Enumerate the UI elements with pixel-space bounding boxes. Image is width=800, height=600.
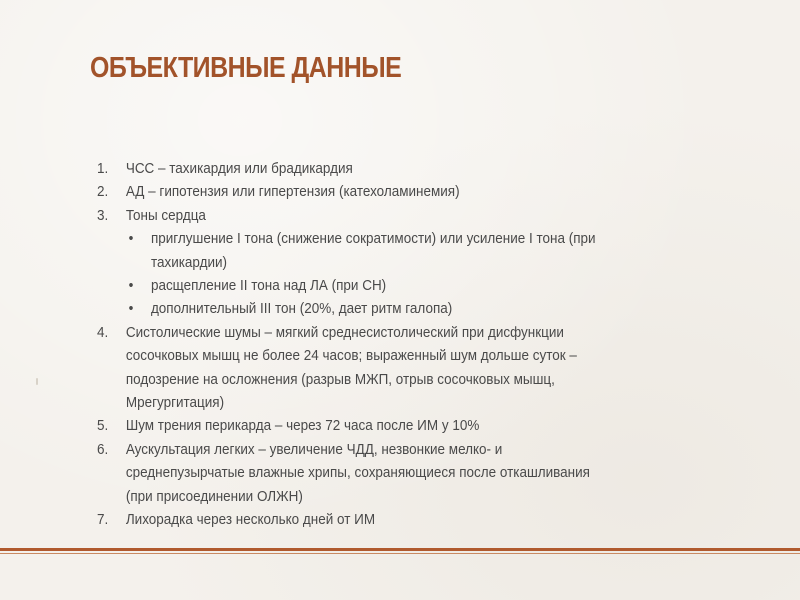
- list-item-number: 2.: [97, 184, 109, 201]
- slide-title: ОБЪЕКТИВНЫЕ ДАННЫЕ: [90, 52, 402, 84]
- list-item-number: 1.: [97, 161, 109, 177]
- list-item-number: 6.: [97, 441, 109, 458]
- bullet-dot-icon: •: [128, 301, 134, 318]
- list-item-7: [97, 509, 599, 532]
- list-item-text: АД – гипотензия или гипертензия (катехоламинемия): [125, 184, 460, 201]
- paper-speck: [36, 378, 38, 385]
- list-item-text: Аускультация легких – увеличение ЧДД, незвонкие мелко- и среднепузырчатые влажные хрипы, сохраняющиеся после откашливания (при присоединении ОЛЖН): [125, 441, 590, 505]
- list-item-text: ЧСС – тахикардия или брадикардия: [125, 161, 353, 177]
- slide-content: [97, 158, 599, 533]
- list-item-number: 4.: [97, 324, 109, 341]
- list-item-number: 7.: [97, 512, 109, 529]
- bullet-dot-icon: •: [128, 231, 134, 248]
- footer-rule: [0, 548, 800, 551]
- list-item-2: [97, 181, 599, 204]
- sub-bullet-text: приглушение I тона (снижение сократимости) или усиление I тона (при тахикардии): [150, 231, 596, 271]
- bullet-dot-icon: •: [128, 278, 134, 295]
- sub-bullet-text: дополнительный III тон (20%, дает ритм галопа): [150, 301, 453, 318]
- list-item-text: Тоны сердца: [125, 207, 206, 224]
- list-item-text: Лихорадка через несколько дней от ИМ: [125, 512, 376, 529]
- list-item-1: [97, 158, 599, 181]
- sub-bullet-item: [97, 228, 599, 275]
- list-item-5: [97, 415, 599, 438]
- list-item-number: 5.: [97, 418, 109, 435]
- sub-bullet-item: [97, 298, 599, 321]
- sub-bullet-text: расщепление II тона над ЛА (при СН): [150, 278, 387, 295]
- list-item-number: 3.: [97, 207, 109, 224]
- list-item-3: [97, 205, 599, 228]
- list-item-text: Шум трения перикарда – через 72 часа после ИМ у 10%: [125, 418, 480, 435]
- footer-rule-thin: [0, 553, 800, 554]
- list-item-4: [97, 322, 599, 416]
- list-item-6: [97, 439, 599, 509]
- sub-bullet-item: [97, 275, 599, 298]
- list-item-text: Систолические шумы – мягкий среднесистолический при дисфункции сосочковых мышц не более 24 часов; выраженный шум дольше суток – подозрение на осложнения (разрыв МЖП, отрыв сосочковых мышц, Мрегургитация): [125, 324, 577, 412]
